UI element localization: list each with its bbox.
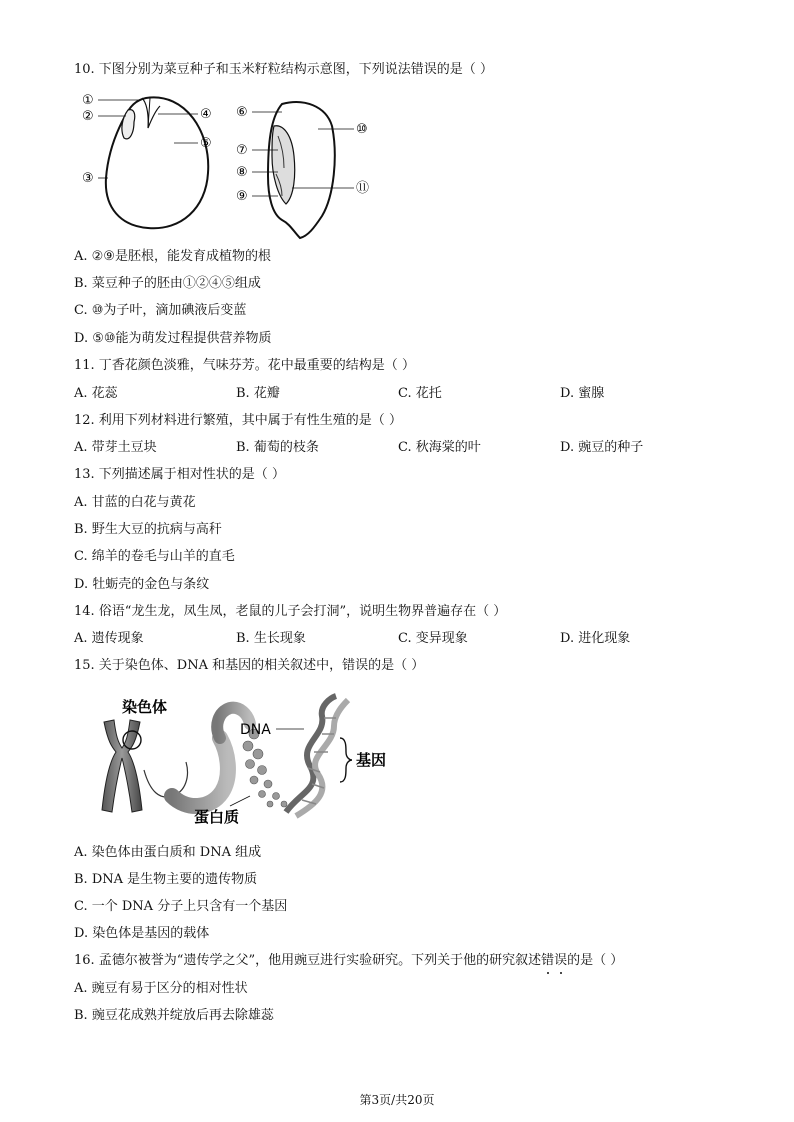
q16-option-a[interactable]: A. 豌豆有易于区分的相对性状 [74, 981, 248, 996]
label-dna: DNA [240, 722, 271, 738]
q15-stem: 15. 关于染色体、DNA 和基因的相关叙述中，错误的是（ ） [74, 658, 425, 673]
label-3: ③ [82, 171, 94, 186]
q16-emph-2: 误 [554, 952, 567, 970]
label-2: ② [82, 109, 94, 124]
q11-option-a[interactable]: A. 花蕊 [74, 386, 118, 401]
q11-option-c[interactable]: C. 花托 [398, 386, 442, 401]
q14-option-c[interactable]: C. 变异现象 [398, 631, 468, 646]
q15-option-a[interactable]: A. 染色体由蛋白质和 DNA 组成 [74, 845, 262, 860]
q12-option-b[interactable]: B. 葡萄的枝条 [236, 440, 319, 455]
q11-stem: 11. 丁香花颜色淡雅，气味芬芳。花中最重要的结构是（ ） [74, 358, 415, 373]
q15-option-d[interactable]: D. 染色体是基因的载体 [74, 926, 210, 941]
q13-stem: 13. 下列描述属于相对性状的是（ ） [74, 467, 285, 482]
label-11: ⑪ [356, 181, 370, 196]
q13-option-a[interactable]: A. 甘蓝的白花与黄花 [74, 495, 196, 510]
q16-emph-1: 错 [541, 952, 554, 970]
q10-option-c[interactable]: C. ⑩为子叶，滴加碘液后变蓝 [74, 303, 247, 318]
q12-option-a[interactable]: A. 带芽土豆块 [74, 440, 157, 455]
q12-option-d[interactable]: D. 豌豆的种子 [560, 440, 644, 455]
label-5: ⑤ [200, 136, 212, 151]
q14-stem: 14. 俗语“龙生龙，凤生凤，老鼠的儿子会打洞”，说明生物界普遍存在（ ） [74, 604, 507, 619]
q15-option-b[interactable]: B. DNA 是生物主要的遗传物质 [74, 872, 258, 887]
q11-option-d[interactable]: D. 蜜腺 [560, 386, 605, 401]
corn-kernel-diagram [234, 96, 384, 242]
label-9: ⑨ [236, 189, 248, 204]
page-footer: 第3页/共20页 [359, 1093, 435, 1107]
label-gene: 基因 [356, 751, 387, 769]
q10-option-b[interactable]: B. 菜豆种子的胚由①②④⑤组成 [74, 276, 261, 291]
label-chromosome: 染色体 [122, 698, 168, 716]
label-8: ⑧ [236, 165, 248, 180]
label-7: ⑦ [236, 143, 248, 158]
q13-option-c[interactable]: C. 绵羊的卷毛与山羊的直毛 [74, 549, 235, 564]
q16-stem [74, 952, 623, 970]
q16-stem-after: 的是（ ） [567, 953, 624, 968]
q15-option-c[interactable]: C. 一个 DNA 分子上只含有一个基因 [74, 899, 288, 914]
q16-stem-before: 16. 孟德尔被誉为“遗传学之父”，他用豌豆进行实验研究。下列关于他的研究叙述 [74, 953, 542, 968]
q10-option-d[interactable]: D. ⑤⑩能为萌发过程提供营养物质 [74, 331, 272, 346]
label-1: ① [82, 93, 94, 108]
label-4: ④ [200, 107, 212, 122]
q10-option-a[interactable]: A. ②⑨是胚根，能发育成植物的根 [74, 249, 271, 264]
label-6: ⑥ [236, 105, 248, 120]
q11-option-b[interactable]: B. 花瓣 [236, 386, 280, 401]
bean-seed-diagram [76, 88, 226, 238]
q13-option-d[interactable]: D. 牡蛎壳的金色与条纹 [74, 577, 210, 592]
q14-option-b[interactable]: B. 生长现象 [236, 631, 306, 646]
label-10: ⑩ [356, 122, 368, 137]
q13-option-b[interactable]: B. 野生大豆的抗病与高秆 [74, 522, 222, 537]
chromosome-dna-gene-diagram [90, 692, 400, 832]
q12-stem: 12. 利用下列材料进行繁殖，其中属于有性生殖的是（ ） [74, 413, 402, 428]
q12-option-c[interactable]: C. 秋海棠的叶 [398, 440, 481, 455]
q10-stem: 10. 下图分别为菜豆种子和玉米籽粒结构示意图，下列说法错误的是（ ） [74, 62, 493, 77]
q14-option-a[interactable]: A. 遗传现象 [74, 631, 144, 646]
label-protein: 蛋白质 [194, 808, 240, 826]
q14-option-d[interactable]: D. 进化现象 [560, 631, 631, 646]
q16-option-b[interactable]: B. 豌豆花成熟并绽放后再去除雄蕊 [74, 1008, 274, 1023]
